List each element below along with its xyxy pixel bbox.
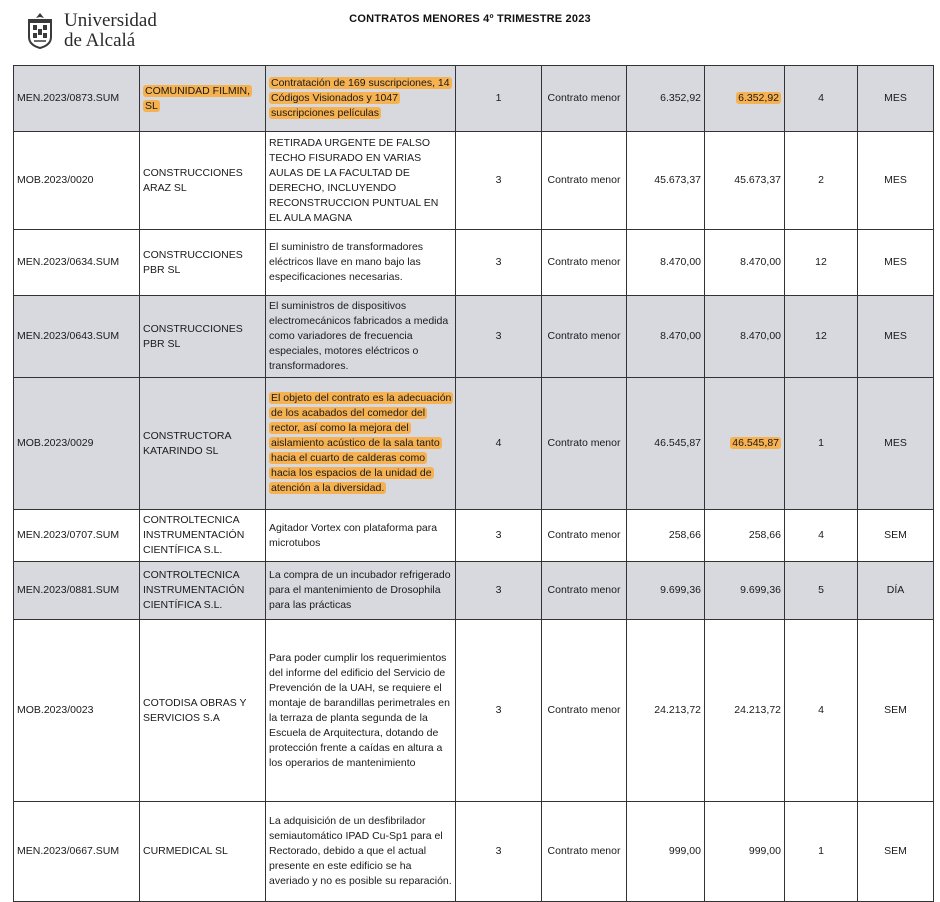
highlighted-text: 46.545,87 [732, 437, 779, 449]
university-name: Universidad de Alcalá [64, 10, 157, 51]
importe-cell: 24.213,72 [627, 620, 705, 802]
procedimiento-cell: Contrato menor [542, 562, 627, 620]
highlighted-text: 6.352,92 [738, 92, 779, 104]
adjudicatario-cell: CONSTRUCCIONES PBR SL [140, 296, 266, 378]
importe-cell: 999,00 [627, 802, 705, 902]
unidad-cell: MES [858, 296, 934, 378]
duracion-cell: 1 [785, 802, 858, 902]
importe-cell: 9.699,36 [627, 562, 705, 620]
importe-cell: 46.545,87 [627, 378, 705, 510]
objeto-cell [266, 66, 456, 132]
duracion-cell: 12 [785, 230, 858, 296]
table-row [14, 562, 934, 620]
tipo-cell: 1 [456, 66, 542, 132]
duracion-cell: 4 [785, 620, 858, 802]
table-row [14, 132, 934, 230]
importe-cell: 45.673,37 [627, 132, 705, 230]
unidad-cell: MES [858, 66, 934, 132]
unidad-cell: SEM [858, 802, 934, 902]
tipo-cell: 3 [456, 132, 542, 230]
importe-total-cell: 9.699,36 [705, 562, 785, 620]
duracion-cell: 4 [785, 66, 858, 132]
adjudicatario-cell: CONTROLTECNICA INSTRUMENTACIÓN CIENTÍFICA S.L. [140, 510, 266, 562]
table-row [14, 66, 934, 132]
highlighted-text: Contratación de 169 suscripciones, 14 Códigos Visionados y 1047 suscripciones películas [271, 77, 450, 119]
procedimiento-cell: Contrato menor [542, 510, 627, 562]
table-row [14, 802, 934, 902]
duracion-cell: 2 [785, 132, 858, 230]
tipo-cell: 3 [456, 802, 542, 902]
importe-total-cell: 45.673,37 [705, 132, 785, 230]
adjudicatario-cell: COTODISA OBRAS Y SERVICIOS S.A [140, 620, 266, 802]
unidad-cell: MES [858, 132, 934, 230]
importe-cell: 8.470,00 [627, 230, 705, 296]
highlighted-text: COMUNIDAD FILMIN, SL [145, 84, 250, 112]
table-row [14, 620, 934, 802]
adjudicatario-cell: CONTROLTECNICA INSTRUMENTACIÓN CIENTÍFICA S.L. [140, 562, 266, 620]
duracion-cell: 12 [785, 296, 858, 378]
document-title: CONTRATOS MENORES 4º TRIMESTRE 2023 [349, 13, 591, 25]
objeto-cell: El suministro de transformadores eléctricos llave en mano bajo las especificaciones necesarias. [266, 230, 456, 296]
procedimiento-cell: Contrato menor [542, 802, 627, 902]
expediente-cell: MOB.2023/0020 [14, 132, 140, 230]
unidad-cell: MES [858, 378, 934, 510]
procedimiento-cell: Contrato menor [542, 230, 627, 296]
objeto-cell: El suministros de dispositivos electromecánicos fabricados a medida como variadores de frecuencia especiales, motores eléctricos o transformadores. [266, 296, 456, 378]
tipo-cell: 4 [456, 378, 542, 510]
duracion-cell: 1 [785, 378, 858, 510]
procedimiento-cell: Contrato menor [542, 296, 627, 378]
objeto-cell: RETIRADA URGENTE DE FALSO TECHO FISURADO EN VARIAS AULAS DE LA FACULTAD DE DERECHO, INCLUYENDO RECONSTRUCCION PUNTUAL EN EL AULA MAGNA [266, 132, 456, 230]
table-row [14, 296, 934, 378]
tipo-cell: 3 [456, 620, 542, 802]
unidad-cell: MES [858, 230, 934, 296]
tipo-cell: 3 [456, 562, 542, 620]
adjudicatario-cell: CURMEDICAL SL [140, 802, 266, 902]
procedimiento-cell: Contrato menor [542, 66, 627, 132]
objeto-cell: La compra de un incubador refrigerado para el mantenimiento de Drosophila para las prácticas [266, 562, 456, 620]
university-logo [20, 8, 170, 56]
expediente-cell: MEN.2023/0643.SUM [14, 296, 140, 378]
objeto-cell [266, 378, 456, 510]
unidad-cell: SEM [858, 510, 934, 562]
adjudicatario-cell [140, 66, 266, 132]
expediente-cell: MOB.2023/0023 [14, 620, 140, 802]
table-row [14, 510, 934, 562]
importe-total-cell: 24.213,72 [705, 620, 785, 802]
objeto-cell: Agitador Vortex con plataforma para microtubos [266, 510, 456, 562]
procedimiento-cell: Contrato menor [542, 378, 627, 510]
objeto-cell: La adquisición de un desfibrilador semiautomático IPAD Cu-Sp1 para el Rectorado, debido a que el actual presente en este edificio se ha averiado y no es posible su reparación. [266, 802, 456, 902]
unidad-cell: DÍA [858, 562, 934, 620]
adjudicatario-cell: CONSTRUCTORA KATARINDO SL [140, 378, 266, 510]
objeto-cell: Para poder cumplir los requerimientos del informe del edificio del Servicio de Prevención de la UAH, se requiere el montaje de barandillas perimetrales en la terraza de planta segunda de la Escuela de Arquitectura, dotando de protección frente a caídas en altura a los operarios de mantenimiento [266, 620, 456, 802]
duracion-cell: 5 [785, 562, 858, 620]
duracion-cell: 4 [785, 510, 858, 562]
page-header [0, 0, 940, 62]
adjudicatario-cell: CONSTRUCCIONES PBR SL [140, 230, 266, 296]
expediente-cell: MEN.2023/0707.SUM [14, 510, 140, 562]
tipo-cell: 3 [456, 230, 542, 296]
contracts-table [13, 65, 934, 902]
importe-total-cell [705, 66, 785, 132]
procedimiento-cell: Contrato menor [542, 132, 627, 230]
importe-total-cell: 999,00 [705, 802, 785, 902]
university-seal-icon [20, 10, 60, 50]
highlighted-text: El objeto del contrato es la adecuación de los acabados del comedor del rector, así como la mejora del aislamiento acústico de la sala tanto hacia el cuarto de calderas como hacia los espacios de la unidad de atención a la diversidad. [271, 392, 452, 494]
importe-total-cell: 258,66 [705, 510, 785, 562]
procedimiento-cell: Contrato menor [542, 620, 627, 802]
importe-total-cell: 8.470,00 [705, 230, 785, 296]
expediente-cell: MEN.2023/0873.SUM [14, 66, 140, 132]
expediente-cell: MEN.2023/0667.SUM [14, 802, 140, 902]
adjudicatario-cell: CONSTRUCCIONES ARAZ SL [140, 132, 266, 230]
importe-cell: 258,66 [627, 510, 705, 562]
tipo-cell: 3 [456, 510, 542, 562]
expediente-cell: MEN.2023/0881.SUM [14, 562, 140, 620]
table-row [14, 378, 934, 510]
expediente-cell: MOB.2023/0029 [14, 378, 140, 510]
importe-cell: 6.352,92 [627, 66, 705, 132]
importe-cell: 8.470,00 [627, 296, 705, 378]
table-row [14, 230, 934, 296]
importe-total-cell: 8.470,00 [705, 296, 785, 378]
importe-total-cell [705, 378, 785, 510]
expediente-cell: MEN.2023/0634.SUM [14, 230, 140, 296]
unidad-cell: SEM [858, 620, 934, 802]
tipo-cell: 3 [456, 296, 542, 378]
